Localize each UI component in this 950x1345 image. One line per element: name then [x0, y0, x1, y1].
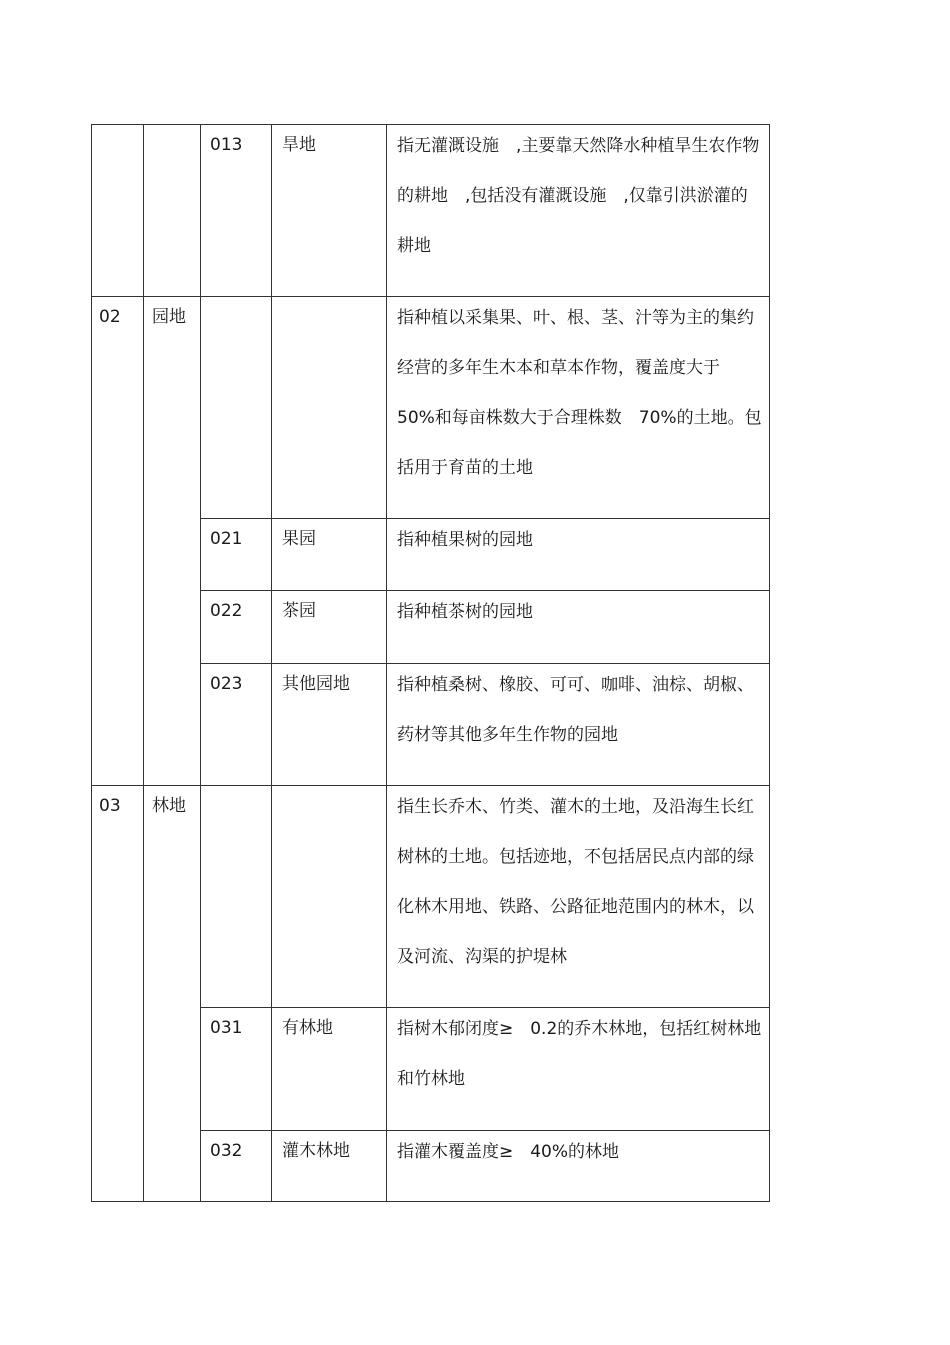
level2-code-cell: 021 — [201, 519, 272, 591]
description-cell: 指种植以采集果、叶、根、茎、汁等为主的集约经营的多年生木本和草本作物，覆盖度大于 50%和每亩株数大于合理株数 70%的土地。包括用于育苗的土地 — [387, 297, 770, 519]
description-cell: 指树木郁闭度≥ 0.2的乔木林地，包括红树林地和竹林地 — [387, 1008, 770, 1131]
level2-name-cell: 果园 — [272, 519, 387, 591]
description-cell: 指无灌溉设施 ,主要靠天然降水种植旱生农作物的耕地 ,包括没有灌溉设施 ,仅靠引洪淤灌的耕地 — [387, 125, 770, 297]
level2-name-cell: 有林地 — [272, 1008, 387, 1131]
table-row — [92, 297, 770, 519]
level1-code-cell: 02 — [92, 297, 144, 786]
level2-code-cell — [201, 786, 272, 1008]
level2-code-cell: 031 — [201, 1008, 272, 1131]
level2-name-cell — [272, 786, 387, 1008]
level2-name-cell: 茶园 — [272, 591, 387, 664]
level2-code-cell: 013 — [201, 125, 272, 297]
level1-name-cell: 园地 — [144, 297, 201, 786]
level2-name-cell: 其他园地 — [272, 664, 387, 786]
level2-name-cell: 旱地 — [272, 125, 387, 297]
table-row — [92, 786, 770, 1008]
level2-code-cell: 032 — [201, 1131, 272, 1202]
level1-name-cell: 林地 — [144, 786, 201, 1202]
level2-name-cell: 灌木林地 — [272, 1131, 387, 1202]
description-cell: 指种植果树的园地 — [387, 519, 770, 591]
description-cell: 指种植桑树、橡胶、可可、咖啡、油棕、胡椒、药材等其他多年生作物的园地 — [387, 664, 770, 786]
level1-code-cell — [92, 125, 144, 297]
description-cell: 指生长乔木、竹类、灌木的土地，及沿海生长红树林的土地。包括迹地，不包括居民点内部的绿化林木用地、铁路、公路征地范围内的林木，以及河流、沟渠的护堤林 — [387, 786, 770, 1008]
level2-code-cell: 023 — [201, 664, 272, 786]
description-cell: 指种植茶树的园地 — [387, 591, 770, 664]
land-classification-table — [91, 124, 770, 1202]
level2-code-cell: 022 — [201, 591, 272, 664]
level2-name-cell — [272, 297, 387, 519]
level1-name-cell — [144, 125, 201, 297]
description-cell: 指灌木覆盖度≥ 40%的林地 — [387, 1131, 770, 1202]
level2-code-cell — [201, 297, 272, 519]
table-row — [92, 125, 770, 297]
level1-code-cell: 03 — [92, 786, 144, 1202]
